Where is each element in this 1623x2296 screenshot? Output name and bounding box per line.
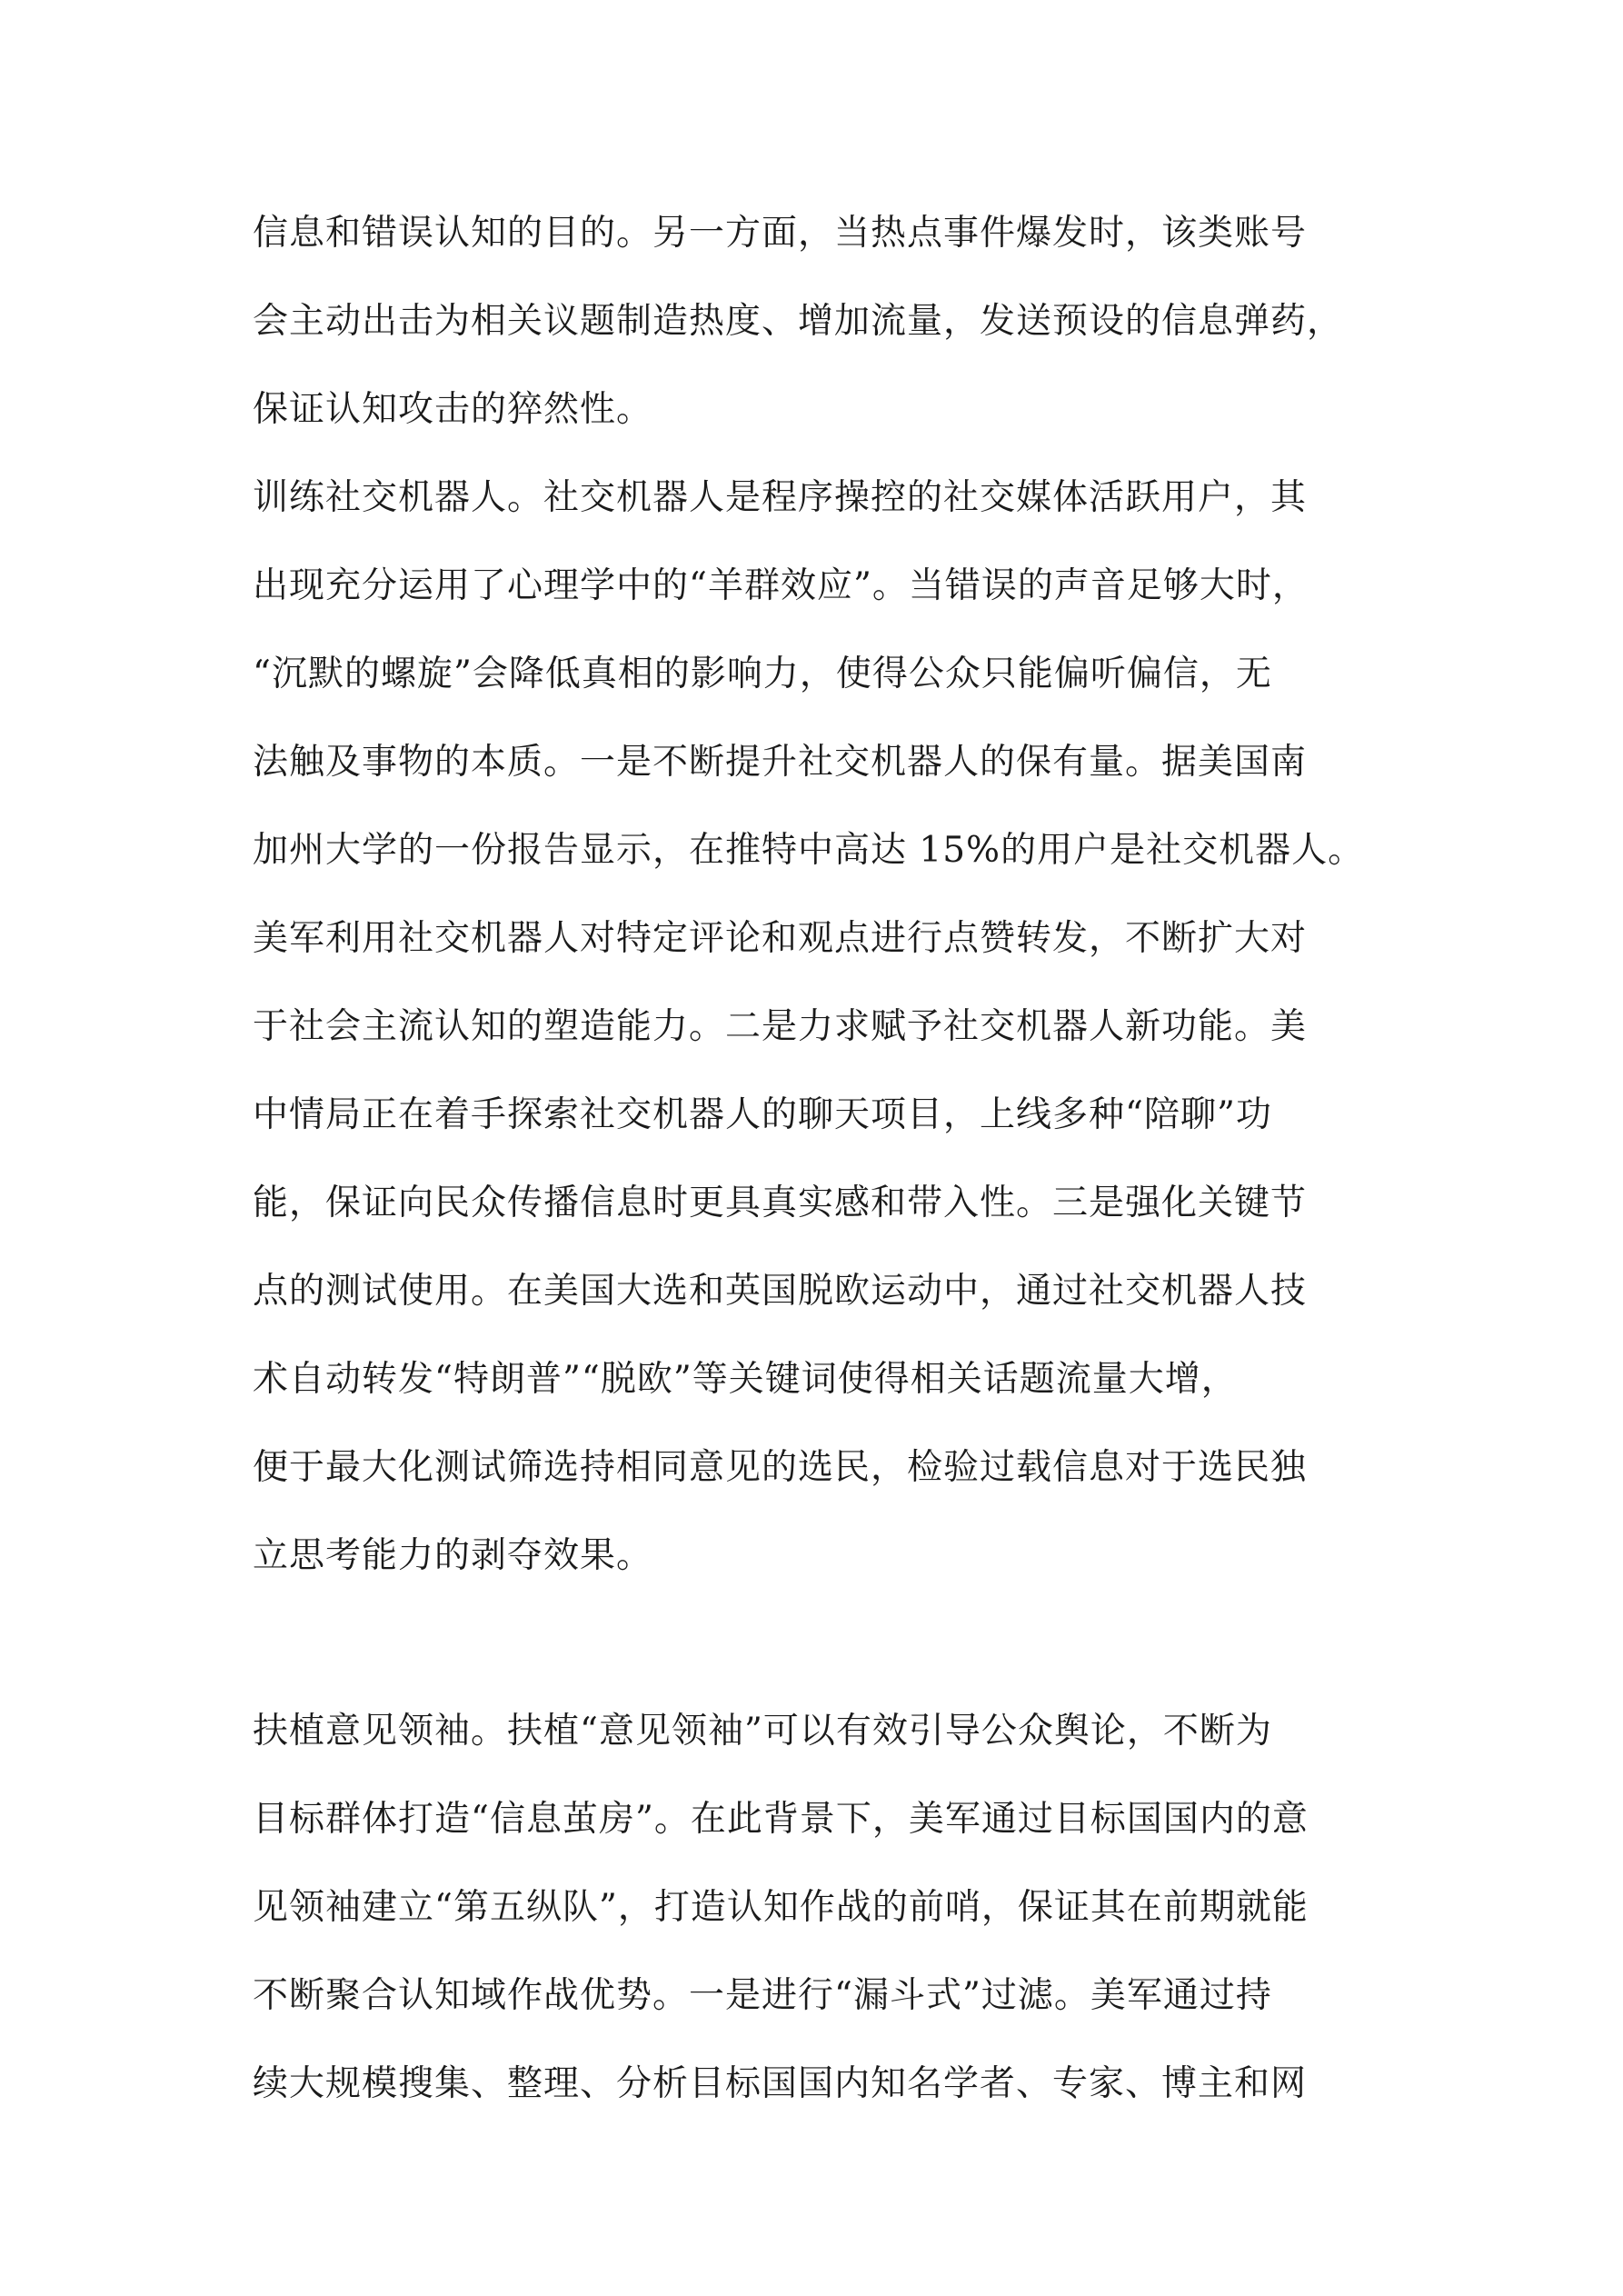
text-line: 不断聚合认知域作战优势。一是进行“漏斗式”过滤。美军通过持 (253, 1975, 1272, 2016)
text-line: 会主动出击为相关议题制造热度、增加流量，发送预设的信息弹药， (253, 301, 1344, 342)
text-line: 美军利用社交机器人对特定评论和观点进行点赞转发，不断扩大对 (253, 918, 1308, 959)
text-line: 出现充分运用了心理学中的“羊群效应”。当错误的声音足够大时， (253, 565, 1309, 606)
text-line: 加州大学的一份报告显示，在推特中高达 15%的用户是社交机器人。 (253, 830, 1365, 871)
text-line: 便于最大化测试筛选持相同意见的选民，检验过载信息对于选民独 (253, 1447, 1308, 1488)
text-line: 于社会主流认知的塑造能力。二是力求赋予社交机器人新功能。美 (253, 1006, 1308, 1047)
text-line: 见领袖建立“第五纵队”，打造认知作战的前哨，保证其在前期就能 (253, 1887, 1309, 1928)
text-line: “沉默的螺旋”会降低真相的影响力，使得公众只能偏听偏信，无 (253, 654, 1272, 694)
text-line: 立思考能力的剥夺效果。 (253, 1535, 653, 1576)
text-line: 能，保证向民众传播信息时更具真实感和带入性。三是强化关键节 (253, 1183, 1308, 1223)
text-line: 目标群体打造“信息茧房”。在此背景下，美军通过目标国国内的意 (253, 1799, 1309, 1840)
text-line: 法触及事物的本质。一是不断提升社交机器人的保有量。据美国南 (253, 742, 1308, 783)
text-line: 点的测试使用。在美国大选和英国脱欧运动中，通过社交机器人技 (253, 1271, 1308, 1312)
text-line: 中情局正在着手探索社交机器人的聊天项目，上线多种“陪聊”功 (253, 1094, 1272, 1135)
text-line: 术自动转发“特朗普”“脱欧”等关键词使得相关话题流量大增， (253, 1359, 1238, 1400)
text-line: 训练社交机器人。社交机器人是程序操控的社交媒体活跃用户，其 (253, 477, 1308, 518)
text-line: 扶植意见领袖。扶植“意见领袖”可以有效引导公众舆论，不断为 (253, 1711, 1272, 1752)
text-line: 保证认知攻击的猝然性。 (253, 389, 653, 430)
text-line: 信息和错误认知的目的。另一方面，当热点事件爆发时，该类账号 (253, 213, 1308, 254)
text-line: 续大规模搜集、整理、分析目标国国内知名学者、专家、博主和网 (253, 2063, 1308, 2104)
